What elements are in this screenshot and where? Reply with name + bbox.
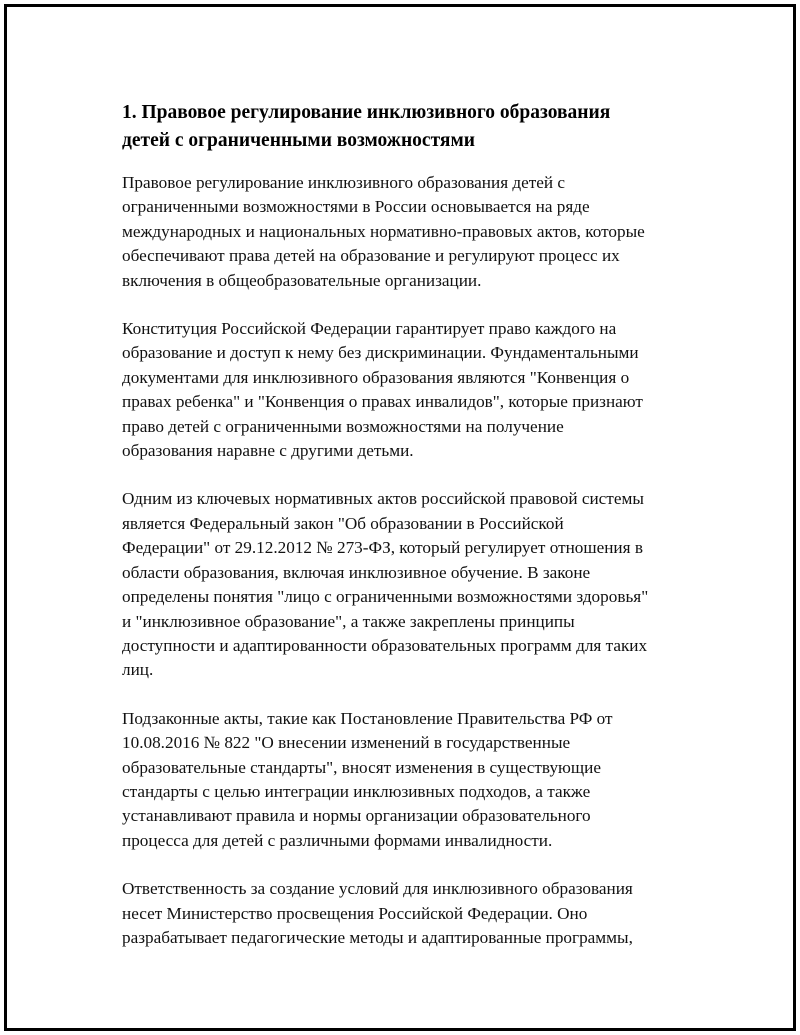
text-line: области образования, включая инклюзивное обучение. В законе (122, 562, 591, 582)
text-line: образования наравне с другими детьми. (122, 441, 414, 461)
text-line: образовательные стандарты", вносят изменения в существующие (122, 757, 601, 777)
text-line: ограниченными возможностями в России основывается на ряде (122, 197, 590, 217)
paragraph-responsibility (122, 877, 702, 950)
text-line: Одним из ключевых нормативных актов российской правовой системы (122, 489, 644, 509)
text-line: Подзаконные акты, такие как Постановление Правительства РФ от (122, 708, 613, 728)
text-line: является Федеральный закон "Об образовании в Российской (122, 513, 564, 533)
heading-line: детей с ограниченными возможностями (122, 130, 475, 151)
text-line: 10.08.2016 № 822 "О внесении изменений в государственные (122, 733, 571, 753)
text-line: разрабатывает педагогические методы и адаптированные программы, (122, 927, 633, 947)
text-line: Федерации" от 29.12.2012 № 273-ФЗ, который регулирует отношения в (122, 538, 643, 558)
text-line: лиц. (122, 660, 154, 680)
text-line: обеспечивают права детей на образование и регулируют процесс их (122, 246, 620, 266)
text-line: устанавливают правила и нормы организации образовательного (122, 806, 591, 826)
text-line: стандарты с целью интеграции инклюзивных подходов, а также (122, 781, 591, 801)
paragraph-federal-law (122, 487, 702, 682)
text-line: определены понятия "лицо с ограниченными возможностями здоровья" (122, 587, 649, 607)
text-line: несет Министерство просвещения Российской Федерации. Оно (122, 903, 588, 923)
text-line: доступности и адаптированности образовательных программ для таких (122, 635, 648, 655)
section-heading (122, 99, 702, 155)
document-content (122, 99, 702, 974)
text-line: международных и национальных нормативно-правовых актов, которые (122, 221, 645, 241)
text-line: Конституция Российской Федерации гарантирует право каждого на (122, 319, 617, 339)
text-line: образование и доступ к нему без дискриминации. Фундаментальными (122, 343, 639, 363)
heading-line: 1. Правовое регулирование инклюзивного образования (122, 102, 611, 123)
document-page (4, 4, 796, 1031)
text-line: Правовое регулирование инклюзивного образования детей с (122, 173, 566, 192)
paragraph-bylaws (122, 707, 702, 853)
text-line: включения в общеобразовательные организации. (122, 270, 482, 290)
text-line: документами для инклюзивного образования являются "Конвенция о (122, 367, 630, 387)
text-line: право детей с ограниченными возможностями на получение (122, 416, 564, 436)
text-line: правах ребенка" и "Конвенция о правах инвалидов", которые признают (122, 392, 643, 412)
paragraph-intro (122, 171, 702, 293)
text-line: процесса для детей с различными формами инвалидности. (122, 830, 553, 850)
text-line: Ответственность за создание условий для инклюзивного образования (122, 879, 633, 899)
paragraph-constitution (122, 317, 702, 463)
text-line: и "инклюзивное образование", а также закреплены принципы (122, 611, 575, 631)
